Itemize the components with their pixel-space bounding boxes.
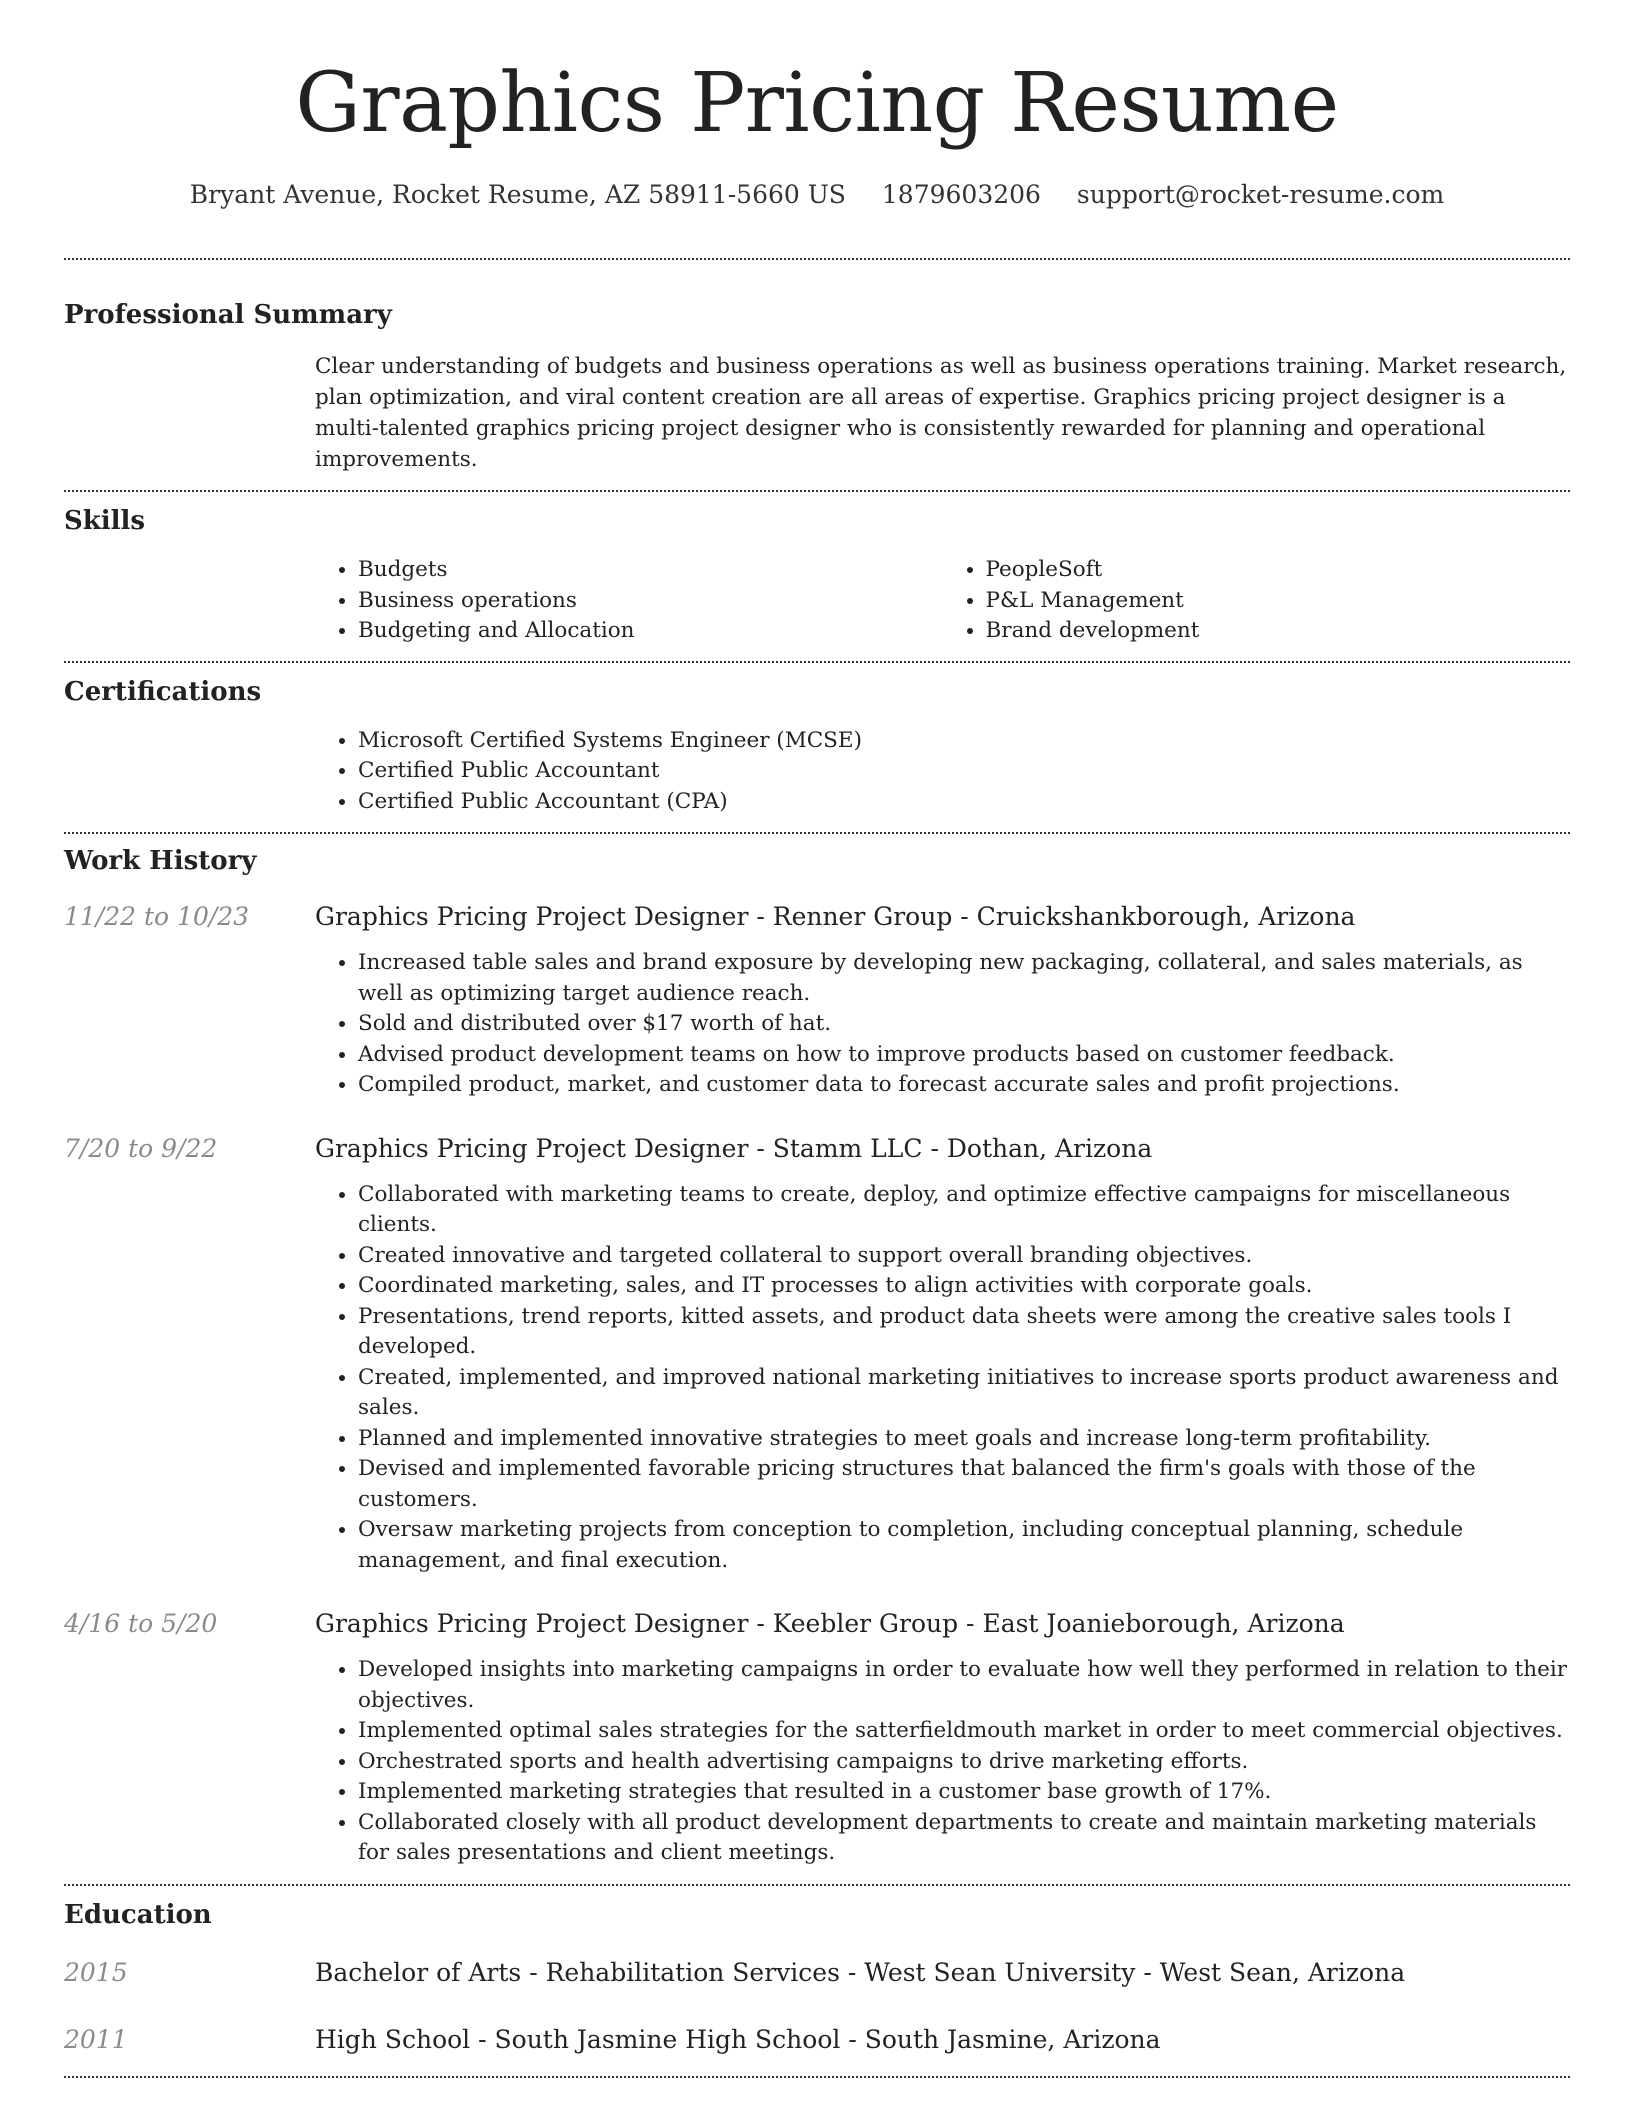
skills-column-1 [315,555,943,647]
job-bullet: • Increased table sales and brand exposure by developing new packaging, collateral, and sales materials, as well as optimizing target audience reach. [358,948,1570,1009]
section-heading-skills: Skills [64,506,146,536]
job-title: Graphics Pricing Project Designer - Stamm LLC - Dothan, Arizona [315,1133,1153,1163]
education-entry [64,2023,1570,2057]
phone: 1879603206 [881,180,1041,209]
job-bullet: • Created innovative and targeted collateral to support overall branding objectives. [358,1241,1570,1272]
divider [64,2076,1570,2078]
section-heading-summary: Professional Summary [64,300,392,330]
address: Bryant Avenue, Rocket Resume, AZ 58911-5660 US [189,180,846,209]
job-bullet: • Orchestrated sports and health advertising campaigns to drive marketing efforts. [358,1747,1570,1778]
job-dates: 11/22 to 10/23 [64,902,250,931]
skills-column-2 [943,555,1571,647]
summary-text: Clear understanding of budgets and business operations as well as business operations training. Market research, plan optimization, and viral content creation are all areas of expertise. Graphics pricing project designer is a multi-talented graphics pricing project designer who is consistently rewarded for planning and operational improvements. [315,354,1567,472]
resume-title: Graphics Pricing Resume [295,56,1339,151]
job-header [64,1132,1570,1166]
job-bullet: • Implemented optimal sales strategies for the satterfieldmouth market in order to meet commercial objectives. [358,1716,1570,1747]
job-title: Graphics Pricing Project Designer - Keebler Group - East Joanieborough, Arizona [315,1609,1345,1638]
skill-item: • PeopleSoft [986,555,1571,586]
job-title: Graphics Pricing Project Designer - Renner Group - Cruickshankborough, Arizona [315,902,1356,931]
job-bullet: • Implemented marketing strategies that resulted in a customer base growth of 17%. [358,1777,1570,1808]
divider [64,661,1570,663]
job-bullet: • Oversaw marketing projects from conception to completion, including conceptual planning, schedule management, and final execution. [358,1515,1570,1576]
section-heading-education: Education [64,1899,212,1930]
email: support@rocket-resume.com [1076,180,1445,209]
skill-item: • P&L Management [986,586,1571,617]
job-bullet: • Developed insights into marketing campaigns in order to evaluate how well they performed in relation to their objectives. [358,1655,1570,1716]
education-entry [64,1956,1570,1990]
education-year: 2015 [64,1957,128,1987]
job-bullet: • Presentations, trend reports, kitted assets, and product data sheets were among the creative sales tools I developed. [358,1302,1570,1363]
job-entry [64,1132,1570,1577]
divider [64,490,1570,492]
job-dates: 7/20 to 9/22 [64,1133,218,1163]
certification-item: • Microsoft Certified Systems Engineer (MCSE) [358,726,1570,757]
job-bullet: • Coordinated marketing, sales, and IT processes to align activities with corporate goals. [358,1271,1570,1302]
job-bullet: • Planned and implemented innovative strategies to meet goals and increase long-term profitability. [358,1424,1570,1455]
section-heading-work-history: Work History [64,846,257,876]
skill-item: • Budgets [358,555,943,586]
job-entry [64,1607,1570,1869]
job-dates: 4/16 to 5/20 [64,1609,218,1638]
education-title: High School - South Jasmine High School - South Jasmine, Arizona [315,2024,1161,2054]
job-bullet: • Sold and distributed over $17 worth of hat. [358,1009,1570,1040]
skills-list [315,555,1570,647]
skill-item: • Business operations [358,586,943,617]
job-header [64,900,1570,934]
job-bullet: • Created, implemented, and improved national marketing initiatives to increase sports product awareness and sales. [358,1363,1570,1424]
job-bullets [315,1180,1570,1577]
job-header [64,1607,1570,1641]
skill-item: • Budgeting and Allocation [358,616,943,647]
job-bullets [315,948,1570,1101]
job-bullet: • Advised product development teams on how to improve products based on customer feedback. [358,1040,1570,1071]
skill-item: • Brand development [986,616,1571,647]
certification-item: • Certified Public Accountant [358,756,1570,787]
certifications-list [315,726,1570,818]
certification-item: • Certified Public Accountant (CPA) [358,787,1570,818]
job-bullet: • Compiled product, market, and customer data to forecast accurate sales and profit projections. [358,1070,1570,1101]
resume-page [64,0,1570,2078]
job-entry [64,900,1570,1101]
divider [64,832,1570,834]
divider [64,1884,1570,1886]
section-heading-certifications: Certifications [64,676,262,707]
job-bullet: • Devised and implemented favorable pricing structures that balanced the firm's goals with those of the customers. [358,1454,1570,1515]
contact-line [64,178,1570,212]
job-bullets [315,1655,1570,1869]
education-year: 2011 [64,2024,128,2054]
education-title: Bachelor of Arts - Rehabilitation Services - West Sean University - West Sean, Arizona [315,1957,1406,1987]
divider [64,258,1570,260]
job-bullet: • Collaborated with marketing teams to create, deploy, and optimize effective campaigns for miscellaneous clients. [358,1180,1570,1241]
job-bullet: • Collaborated closely with all product development departments to create and maintain marketing materials for sales presentations and client meetings. [358,1808,1570,1869]
